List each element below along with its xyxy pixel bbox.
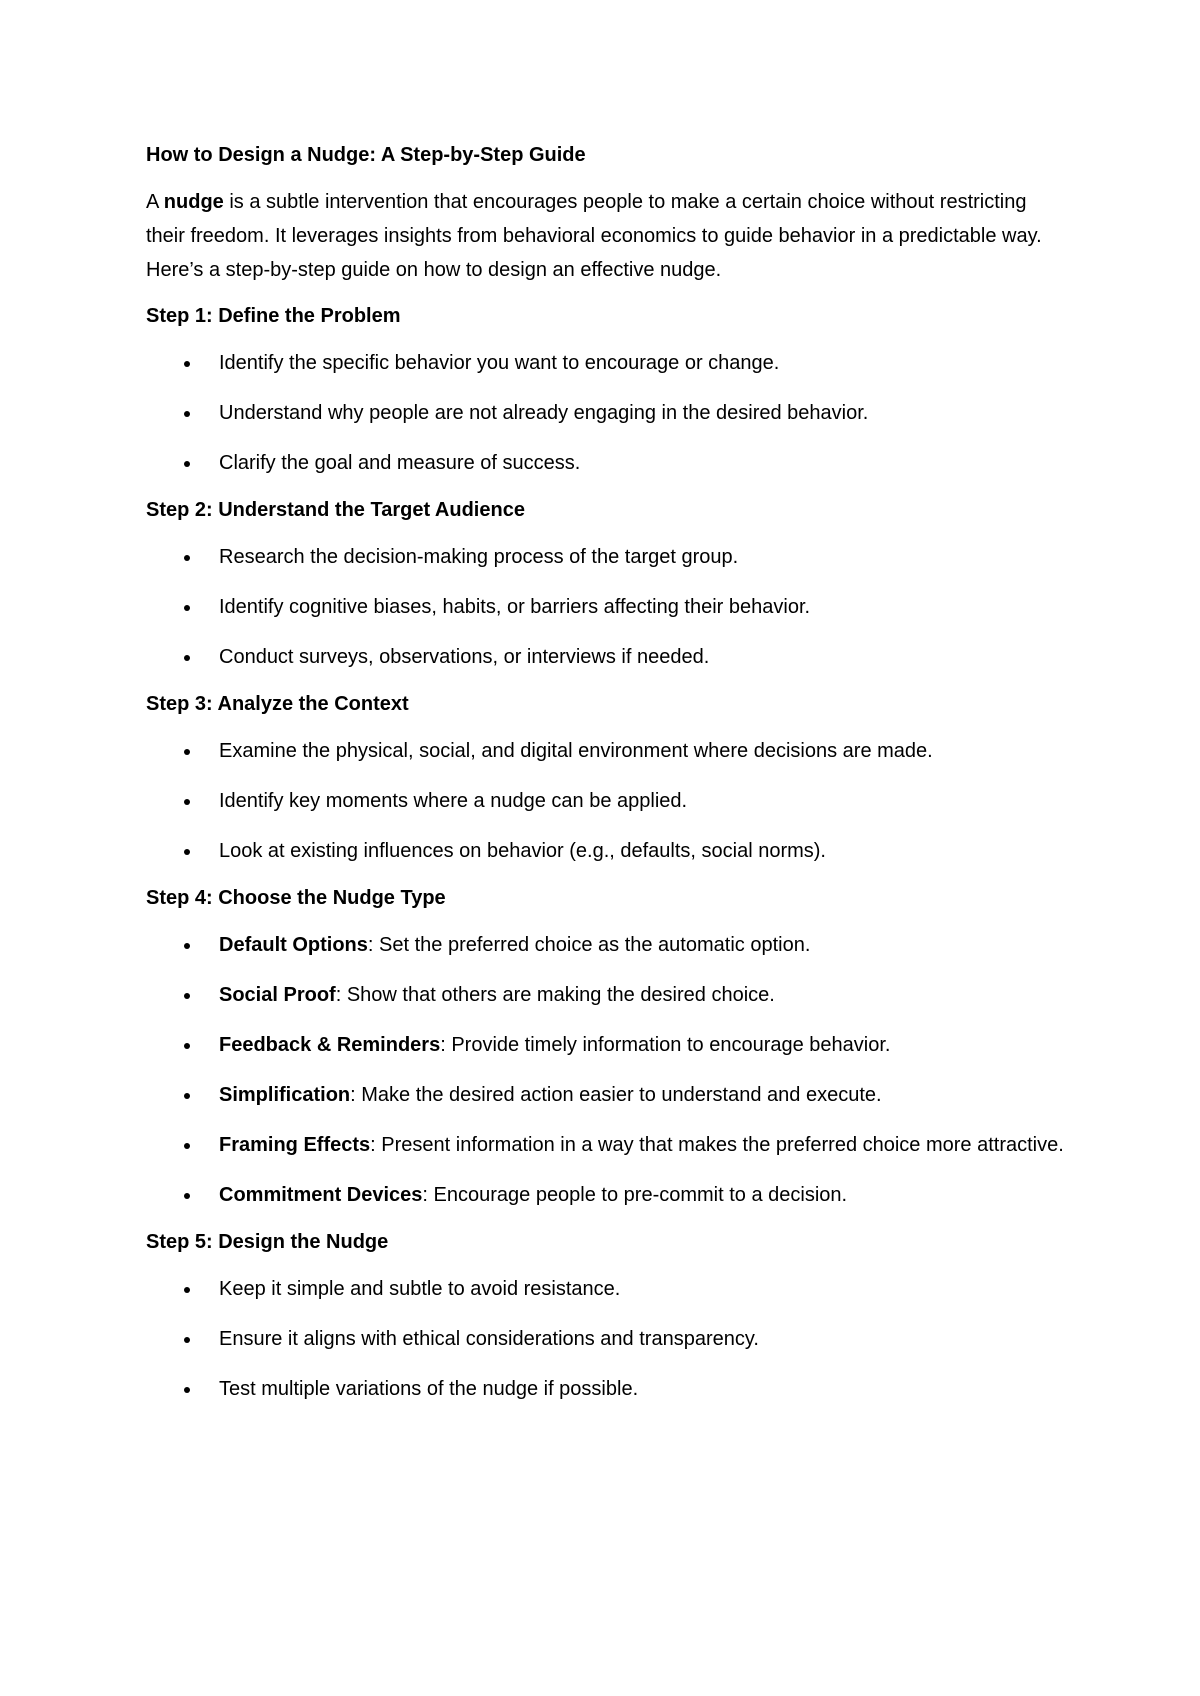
step-3-list [146, 734, 1066, 868]
list-item-text: Identify cognitive biases, habits, or barriers affecting their behavior. [219, 596, 811, 618]
bullet-icon [184, 943, 190, 949]
bullet-icon [184, 1143, 190, 1149]
intro-paragraph [146, 185, 1066, 287]
list-item-term: Feedback & Reminders [219, 1034, 441, 1056]
step-5-list [146, 1272, 1066, 1406]
bullet-icon [184, 799, 190, 805]
bullet-icon [184, 1093, 190, 1099]
list-item-text: Research the decision-making process of the target group. [219, 546, 739, 568]
bullet-icon [184, 411, 190, 417]
step-1-list [146, 346, 1066, 480]
list-item [146, 1372, 1066, 1406]
list-item-term: Default Options [219, 934, 368, 956]
intro-rest: is a subtle intervention that encourages people to make a certain choice without restricting their freedom. It leverages insights from behavioral economics to guide behavior in a predictable way. Here’s a step-by-step guide on how to design an effective nudge. [146, 191, 1042, 281]
intro-prefix: A [146, 191, 164, 213]
list-item [146, 1028, 1066, 1062]
bullet-icon [184, 361, 190, 367]
step-5-heading: Step 5: Design the Nudge [146, 1231, 389, 1253]
list-item-text: Ensure it aligns with ethical considerations and transparency. [219, 1328, 759, 1350]
list-item [146, 640, 1066, 674]
list-item [146, 834, 1066, 868]
list-item-text: Clarify the goal and measure of success. [219, 452, 581, 474]
list-item-text: Identify key moments where a nudge can be applied. [219, 790, 688, 812]
list-item [146, 590, 1066, 624]
list-item [146, 978, 1066, 1012]
list-item-text: : Provide timely information to encourage behavior. [440, 1034, 891, 1056]
list-item-term: Social Proof [219, 984, 336, 1006]
list-item-text: : Set the preferred choice as the automatic option. [367, 934, 811, 956]
list-item [146, 396, 1066, 430]
intro-bold-term: nudge [163, 191, 224, 213]
list-item-text: Identify the specific behavior you want to encourage or change. [219, 352, 780, 374]
list-item [146, 784, 1066, 818]
step-2-list [146, 540, 1066, 674]
bullet-icon [184, 749, 190, 755]
bullet-icon [184, 1043, 190, 1049]
list-item [146, 346, 1066, 380]
list-item-text: : Show that others are making the desired choice. [335, 984, 775, 1006]
bullet-icon [184, 655, 190, 661]
bullet-icon [184, 1387, 190, 1393]
list-item-text: Look at existing influences on behavior (e.g., defaults, social norms). [219, 840, 826, 862]
bullet-icon [184, 461, 190, 467]
bullet-icon [184, 605, 190, 611]
list-item-text: Keep it simple and subtle to avoid resistance. [219, 1278, 621, 1300]
document-page [146, 138, 1066, 1419]
list-item-text: Examine the physical, social, and digital environment where decisions are made. [219, 740, 933, 762]
list-item-text: Understand why people are not already engaging in the desired behavior. [219, 402, 869, 424]
list-item [146, 446, 1066, 480]
list-item [146, 1178, 1066, 1212]
list-item [146, 1128, 1066, 1162]
bullet-icon [184, 993, 190, 999]
bullet-icon [184, 849, 190, 855]
step-4-list [146, 928, 1066, 1212]
list-item-term: Framing Effects [219, 1134, 371, 1156]
list-item [146, 540, 1066, 574]
step-3-heading: Step 3: Analyze the Context [146, 693, 409, 715]
step-1-heading: Step 1: Define the Problem [146, 305, 401, 327]
document-title: How to Design a Nudge: A Step-by-Step Guide [146, 144, 586, 166]
bullet-icon [184, 555, 190, 561]
list-item [146, 1078, 1066, 1112]
list-item-text: : Encourage people to pre-commit to a decision. [422, 1184, 848, 1206]
list-item-term: Commitment Devices [219, 1184, 423, 1206]
list-item-text: : Present information in a way that makes the preferred choice more attractive. [370, 1134, 1064, 1156]
bullet-icon [184, 1287, 190, 1293]
list-item-text: : Make the desired action easier to understand and execute. [350, 1084, 882, 1106]
step-4-heading: Step 4: Choose the Nudge Type [146, 887, 446, 909]
list-item-text: Test multiple variations of the nudge if possible. [219, 1378, 639, 1400]
step-2-heading: Step 2: Understand the Target Audience [146, 499, 525, 521]
list-item-text: Conduct surveys, observations, or interviews if needed. [219, 646, 710, 668]
list-item [146, 1322, 1066, 1356]
bullet-icon [184, 1337, 190, 1343]
list-item-term: Simplification [219, 1084, 351, 1106]
list-item [146, 1272, 1066, 1306]
list-item [146, 928, 1066, 962]
bullet-icon [184, 1193, 190, 1199]
list-item [146, 734, 1066, 768]
